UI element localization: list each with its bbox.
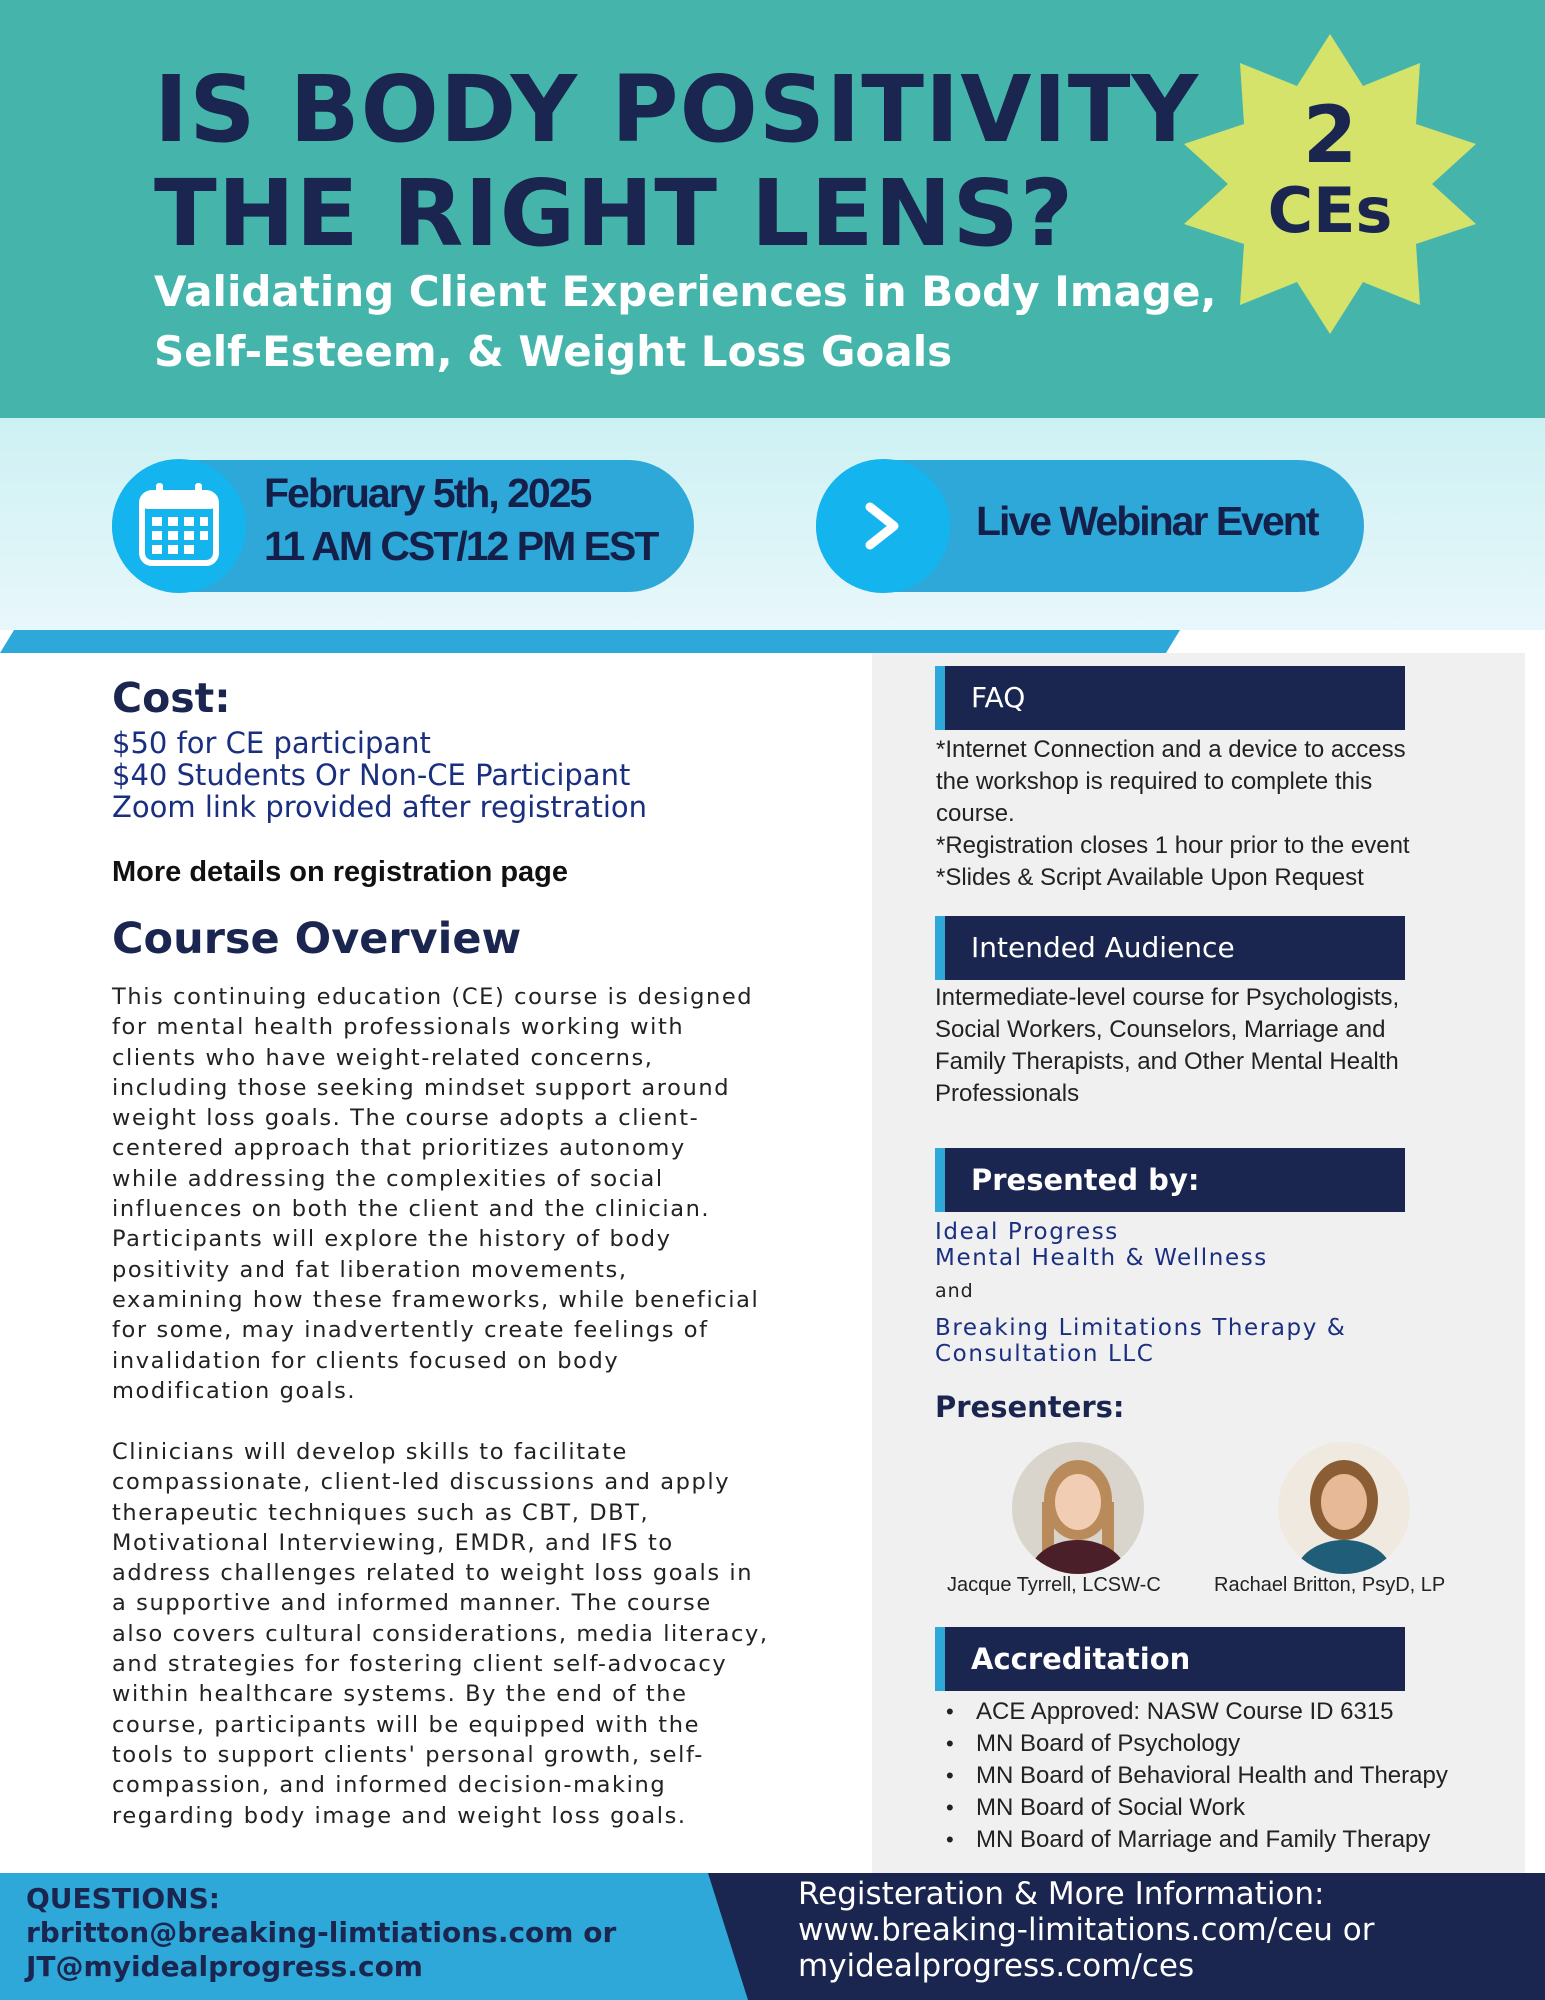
contact-email[interactable]: JT@myidealprogress.com	[26, 1950, 423, 1983]
overview-line: centered approach that prioritizes autonomy	[112, 1135, 686, 1162]
cost-heading: Cost:	[112, 674, 231, 722]
overview-line: course, participants will be equipped with the	[112, 1711, 701, 1738]
registration-heading: Registeration & More Information:	[798, 1876, 1325, 1912]
overview-line: for mental health professionals working with	[112, 1014, 685, 1041]
calendar-icon	[112, 459, 246, 593]
event-time: 11 AM CST/12 PM EST	[264, 523, 658, 569]
list-item: • MN Board of Marriage and Family Therapy	[946, 1824, 1448, 1856]
header-accent	[935, 1148, 945, 1212]
org-line: Mental Health & Wellness	[935, 1245, 1268, 1271]
audience-header	[935, 916, 1405, 980]
overview-line: This continuing education (CE) course is designed	[112, 984, 754, 1010]
overview-line: clients who have weight-related concerns,	[112, 1044, 654, 1071]
audience-line: Family Therapists, and Other Mental Health	[935, 1048, 1399, 1075]
overview-line: Participants will explore the history of body	[112, 1226, 672, 1253]
header-accent	[935, 916, 945, 980]
overview-line: compassion, and informed decision-making	[112, 1772, 667, 1799]
ce-credits-badge	[1180, 34, 1480, 334]
overview-line: compassionate, client-led discussions and apply	[112, 1469, 731, 1496]
overview-paragraph-2	[112, 1437, 820, 1831]
overview-line: also covers cultural considerations, media literacy,	[112, 1620, 769, 1647]
faq-text	[936, 734, 1410, 894]
overview-line: influences on both the client and the clinician.	[112, 1196, 711, 1223]
overview-line: positivity and fat liberation movements,	[112, 1256, 628, 1283]
overview-line: tools to support clients' personal growth, self-	[112, 1741, 704, 1768]
subtitle-line-1: Validating Client Experiences in Body Image,	[154, 267, 1217, 316]
chevron-right-icon	[816, 459, 950, 593]
contact-email[interactable]: rbritton@breaking-limtiations.com or	[26, 1916, 617, 1949]
and-conjunction: and	[935, 1280, 974, 1302]
cost-line: Zoom link provided after registration	[112, 790, 647, 824]
event-format: Live Webinar Event	[976, 498, 1318, 544]
overview-line: modification goals.	[112, 1377, 357, 1404]
overview-line: for some, may inadvertently create feelings of	[112, 1317, 709, 1344]
header-accent	[935, 666, 945, 730]
avatar	[1278, 1442, 1410, 1574]
overview-line: examining how these frameworks, while beneficial	[112, 1286, 760, 1313]
audience-line: Intermediate-level course for Psychologists,	[935, 984, 1400, 1011]
list-item: • MN Board of Psychology	[946, 1728, 1448, 1760]
overview-line: address challenges related to weight loss goals in	[112, 1560, 754, 1587]
overview-paragraph-1	[112, 982, 820, 1406]
audience-title: Intended Audience	[971, 931, 1235, 964]
avatar	[1012, 1442, 1144, 1574]
page-subtitle	[154, 262, 1216, 382]
course-overview-heading: Course Overview	[112, 914, 522, 964]
overview-line: invalidation for clients focused on body	[112, 1347, 620, 1374]
more-details-note: More details on registration page	[112, 856, 569, 888]
faq-line: *Internet Connection and a device to access	[936, 736, 1406, 763]
presented-by-header	[935, 1148, 1405, 1212]
overview-line: while addressing the complexities of social	[112, 1165, 664, 1192]
presenter-name: Jacque Tyrrell, LCSW-C	[947, 1574, 1161, 1596]
accreditation-title: Accreditation	[971, 1642, 1191, 1676]
cost-line: $40 Students Or Non-CE Participant	[112, 758, 631, 792]
registration-link[interactable]: myidealprogress.com/ces	[798, 1948, 1195, 1984]
faq-title: FAQ	[971, 681, 1026, 714]
cost-line: $50 for CE participant	[112, 726, 431, 760]
questions-heading: QUESTIONS:	[26, 1882, 220, 1915]
registration-link[interactable]: www.breaking-limitations.com/ceu or	[798, 1912, 1375, 1948]
overview-line: and strategies for fostering client self-advocacy	[112, 1651, 728, 1678]
presented-by-title: Presented by:	[971, 1163, 1200, 1197]
presenter-name: Rachael Britton, PsyD, LP	[1214, 1574, 1446, 1596]
divider-stripe	[0, 630, 1545, 653]
faq-line: course.	[936, 800, 1015, 827]
org-line: Ideal Progress	[935, 1219, 1119, 1245]
overview-line: a supportive and informed manner. The course	[112, 1590, 712, 1617]
header-accent	[935, 1627, 945, 1691]
subtitle-line-2: Self-Esteem, & Weight Loss Goals	[154, 327, 953, 376]
badge-unit: CEs	[1267, 174, 1393, 247]
overview-line: Motivational Interviewing, EMDR, and IFS to	[112, 1529, 674, 1556]
org-line: Breaking Limitations Therapy &	[935, 1315, 1347, 1341]
overview-line: weight loss goals. The course adopts a client-	[112, 1105, 700, 1132]
accreditation-header	[935, 1627, 1405, 1691]
org-line: Consultation LLC	[935, 1341, 1155, 1367]
event-date: February 5th, 2025	[264, 470, 591, 516]
badge-number: 2	[1302, 91, 1358, 181]
list-item: • ACE Approved: NASW Course ID 6315	[946, 1696, 1448, 1728]
page-title	[154, 58, 1199, 266]
list-item: • MN Board of Behavioral Health and Therapy	[946, 1760, 1448, 1792]
overview-line: therapeutic techniques such as CBT, DBT,	[112, 1499, 650, 1526]
faq-header	[935, 666, 1405, 730]
list-item: • MN Board of Social Work	[946, 1792, 1448, 1824]
overview-line: including those seeking mindset support around	[112, 1074, 731, 1101]
faq-line: *Slides & Script Available Upon Request	[936, 864, 1364, 891]
overview-line: within healthcare systems. By the end of the	[112, 1681, 688, 1708]
audience-line: Professionals	[935, 1080, 1080, 1107]
overview-line: regarding body image and weight loss goals.	[112, 1802, 687, 1829]
audience-line: Social Workers, Counselors, Marriage and	[935, 1016, 1386, 1043]
audience-text	[935, 982, 1399, 1110]
organization-2	[935, 1315, 1346, 1367]
overview-line: Clinicians will develop skills to facilitate	[112, 1439, 628, 1465]
title-line-1: IS BODY POSITIVITY	[154, 56, 1200, 163]
faq-line: the workshop is required to complete this	[936, 768, 1373, 795]
accreditation-list	[946, 1696, 1448, 1856]
faq-line: *Registration closes 1 hour prior to the event	[936, 832, 1410, 859]
title-line-2: THE RIGHT LENS?	[154, 160, 1075, 267]
presenters-heading: Presenters:	[935, 1390, 1125, 1424]
organization-1	[935, 1219, 1268, 1271]
